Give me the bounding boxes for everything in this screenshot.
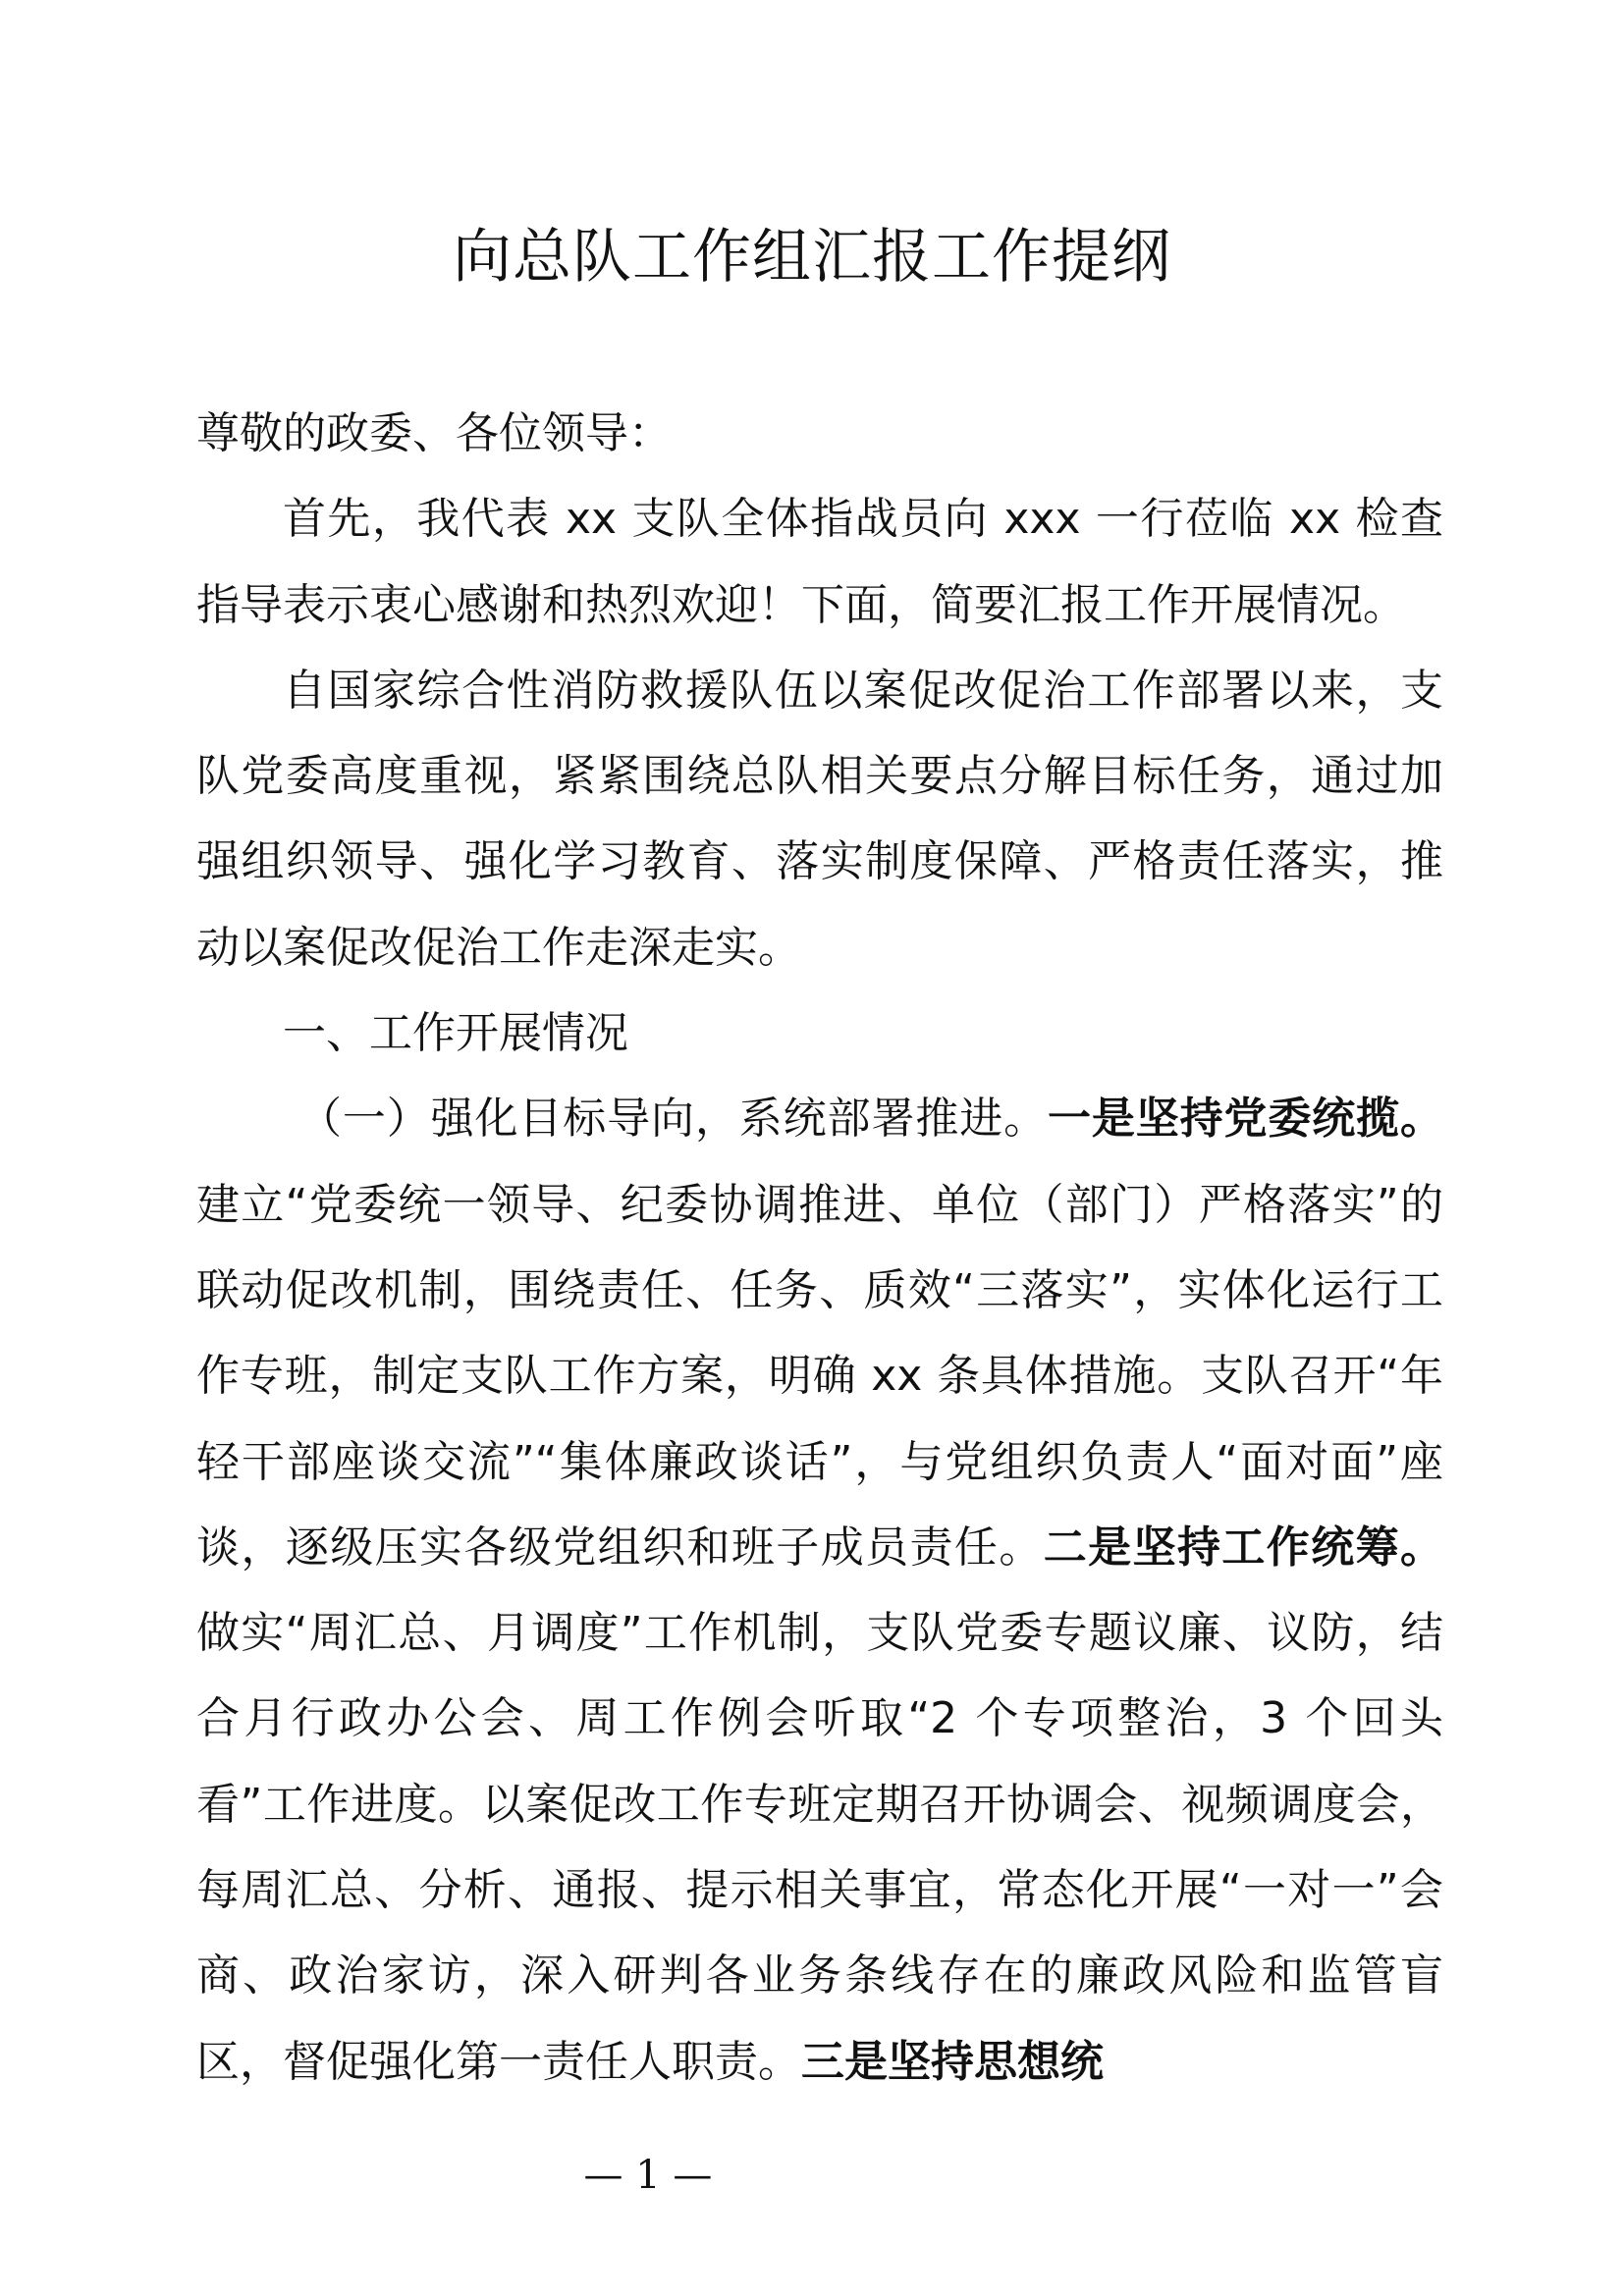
point-1-text: 建立“党委统一领导、纪委协调推进、单位（部门）严格落实”的联动促改机制，围绕责任、任务、质效“三落实”，实体化运行工作专班，制定支队工作方案，明确 xx 条具体措施。支队召开“年轻干部座谈交流”“集体廉政谈话”，与党组织负责人“面对面”座谈，逐级压实各级党组织和班子成员责任。	[196, 1179, 1443, 1573]
point-2-heading: 二是坚持工作统筹。	[1043, 1522, 1444, 1573]
section-heading-1: 一、工作开展情况	[283, 1008, 628, 1059]
point-2-text: 做实“周汇总、月调度”工作机制，支队党委专题议廉、议防，结合月行政办公会、周工作例会听取“2 个专项整治，3 个回头看”工作进度。以案促改工作专班定期召开协调会、视频调度会，每周汇总、分析、通报、提示相关事宜，常态化开展“一对一”会商、政治家访，深入研判各业务条线存在的廉政风险和监管盲区，督促强化第一责任人职责。	[196, 1608, 1443, 2087]
paragraph-opening: 首先，我代表 xx 支队全体指战员向 xxx 一行莅临 xx 检查指导表示衷心感谢和热烈欢迎！下面，简要汇报工作开展情况。	[196, 494, 1443, 630]
subsection-lead: （一）强化目标导向，系统部署推进。	[298, 1094, 1048, 1145]
document-title: 向总队工作组汇报工作提纲	[453, 223, 1171, 292]
page-number: — 1 —	[583, 2153, 713, 2198]
paragraph-section-1	[196, 1076, 1443, 2105]
paragraph-overview: 自国家综合性消防救援队伍以案促改促治工作部署以来，支队党委高度重视，紧紧围绕总队相关要点分解目标任务，通过加强组织领导、强化学习教育、落实制度保障、严格责任落实，推动以案促改促治工作走深走实。	[196, 665, 1443, 973]
document-body	[196, 391, 1443, 2105]
point-1-heading: 一是坚持党委统揽。	[1047, 1094, 1444, 1145]
salutation: 尊敬的政委、各位领导：	[196, 408, 672, 458]
point-3-heading: 三是坚持思想统	[801, 2036, 1104, 2087]
